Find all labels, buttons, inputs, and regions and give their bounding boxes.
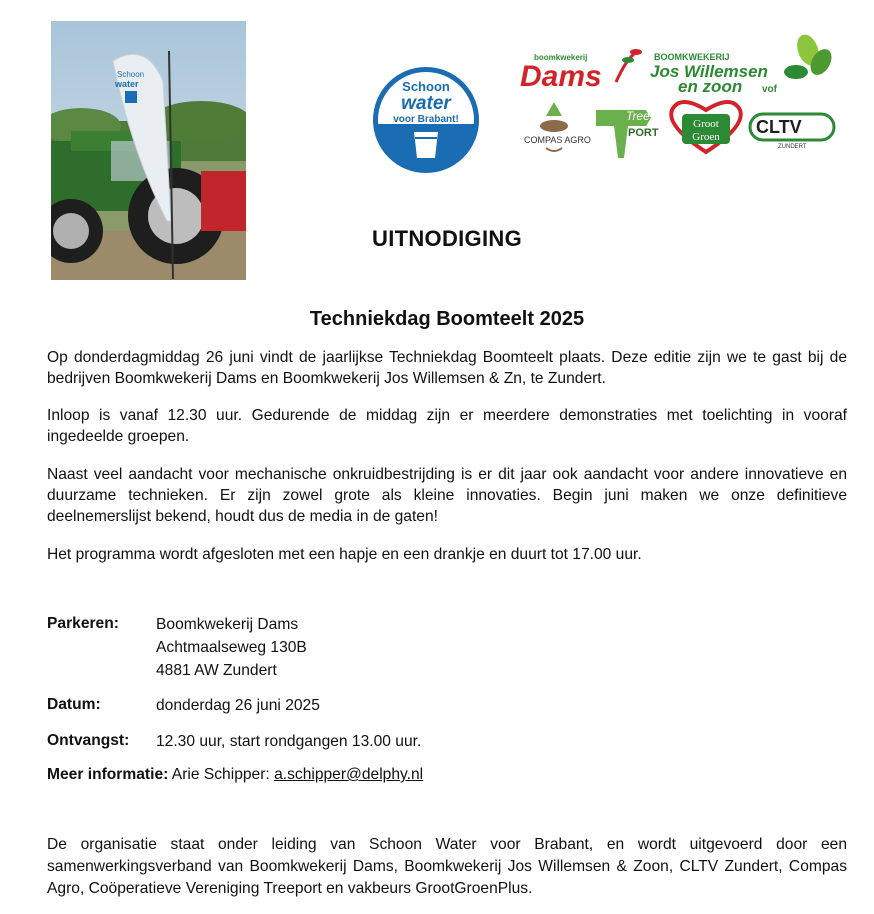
grootgroen-logo [671, 102, 741, 152]
svg-text:Groot: Groot [693, 118, 719, 130]
date-label: Datum: [47, 696, 101, 713]
flag-text-bottom: water [115, 79, 139, 89]
flag-text-top: Schoon [117, 70, 145, 79]
reception-label: Ontvangst: [47, 732, 130, 749]
svg-text:vof: vof [762, 84, 777, 95]
svg-text:Jos Willemsen: Jos Willemsen [650, 62, 768, 81]
closing-paragraph: Het programma wordt afgesloten met een hapje en een drankje en duurt tot 17.00 uur. [47, 546, 642, 563]
svg-text:COMPAS AGRO: COMPAS AGRO [524, 135, 591, 145]
innovation-paragraph: Naast veel aandacht voor mechanische onkruidbestrijding is er dit jaar ook aandacht voor andere innovatieve en duurzame technieken. Er zijn zowel grote als kleine innovaties. Begin juni maken we onze definitieve deelnemerslijst bekend, houdt dus de media in de gaten! [47, 466, 847, 525]
treeport-logo [596, 109, 659, 158]
parking-line2: Achtmaalseweg 130B [156, 639, 307, 656]
parking-line3: 4881 AW Zundert [156, 662, 277, 679]
footer-paragraph: De organisatie staat onder leiding van Schoon Water voor Brabant, en wordt uitgevoerd door een samenwerkingsverband van Boomkwekerij Dams, Boomkwekerij Jos Willemsen & Zoon, CLTV Zundert, Compas Agro, Coöperatieve Vereniging Treeport en vakbeurs GrootGroenPlus. [47, 836, 847, 897]
sponsor-logos [516, 30, 836, 162]
logo-line3: voor Brabant! [393, 114, 459, 125]
info-name: Arie Schipper: [171, 766, 270, 783]
svg-text:Dams: Dams [520, 60, 602, 93]
page-title: UITNODIGING [372, 226, 522, 251]
parking-label: Parkeren: [47, 615, 119, 632]
svg-text:boomkwekerij: boomkwekerij [534, 53, 588, 62]
logo-line2: water [401, 93, 451, 114]
svg-text:CLTV: CLTV [756, 117, 802, 137]
intro-paragraph: Op donderdagmiddag 26 juni vindt de jaarlijkse Techniekdag Boomteelt plaats. Deze editie zijn we te gast bij de bedrijven Boomkwekerij Dams en Boomkwekerij Jos Willemsen & Zn, te Zundert. [47, 349, 847, 387]
compas-agro-logo [524, 102, 591, 151]
contact-email-link[interactable]: a.schipper@delphy.nl [274, 766, 424, 783]
svg-text:BOOMKWEKERIJ: BOOMKWEKERIJ [654, 52, 730, 62]
logo-line1: Schoon [402, 79, 450, 94]
info-label: Meer informatie: [47, 766, 169, 783]
willemsen-logo [650, 32, 836, 96]
event-subtitle: Techniekdag Boomteelt 2025 [309, 308, 585, 330]
info-row [47, 764, 423, 786]
dams-logo [520, 49, 642, 93]
arrival-paragraph: Inloop is vanaf 12.30 uur. Gedurende de middag zijn er meerdere demonstraties met toelichting in vooraf ingedeelde groepen. [47, 407, 847, 445]
cup-icon [414, 132, 438, 158]
svg-text:Groen: Groen [692, 131, 720, 143]
svg-text:PORT: PORT [628, 127, 659, 139]
svg-text:en zoon: en zoon [678, 77, 743, 96]
svg-text:Tree: Tree [626, 109, 650, 123]
schoon-water-logo [370, 64, 482, 176]
svg-text:ZUNDERT: ZUNDERT [778, 144, 807, 150]
reception-value: 12.30 uur, start rondgangen 13.00 uur. [156, 733, 422, 750]
cltv-logo [750, 114, 834, 150]
date-value: donderdag 26 juni 2025 [156, 697, 320, 714]
parking-line1: Boomkwekerij Dams [156, 616, 299, 633]
